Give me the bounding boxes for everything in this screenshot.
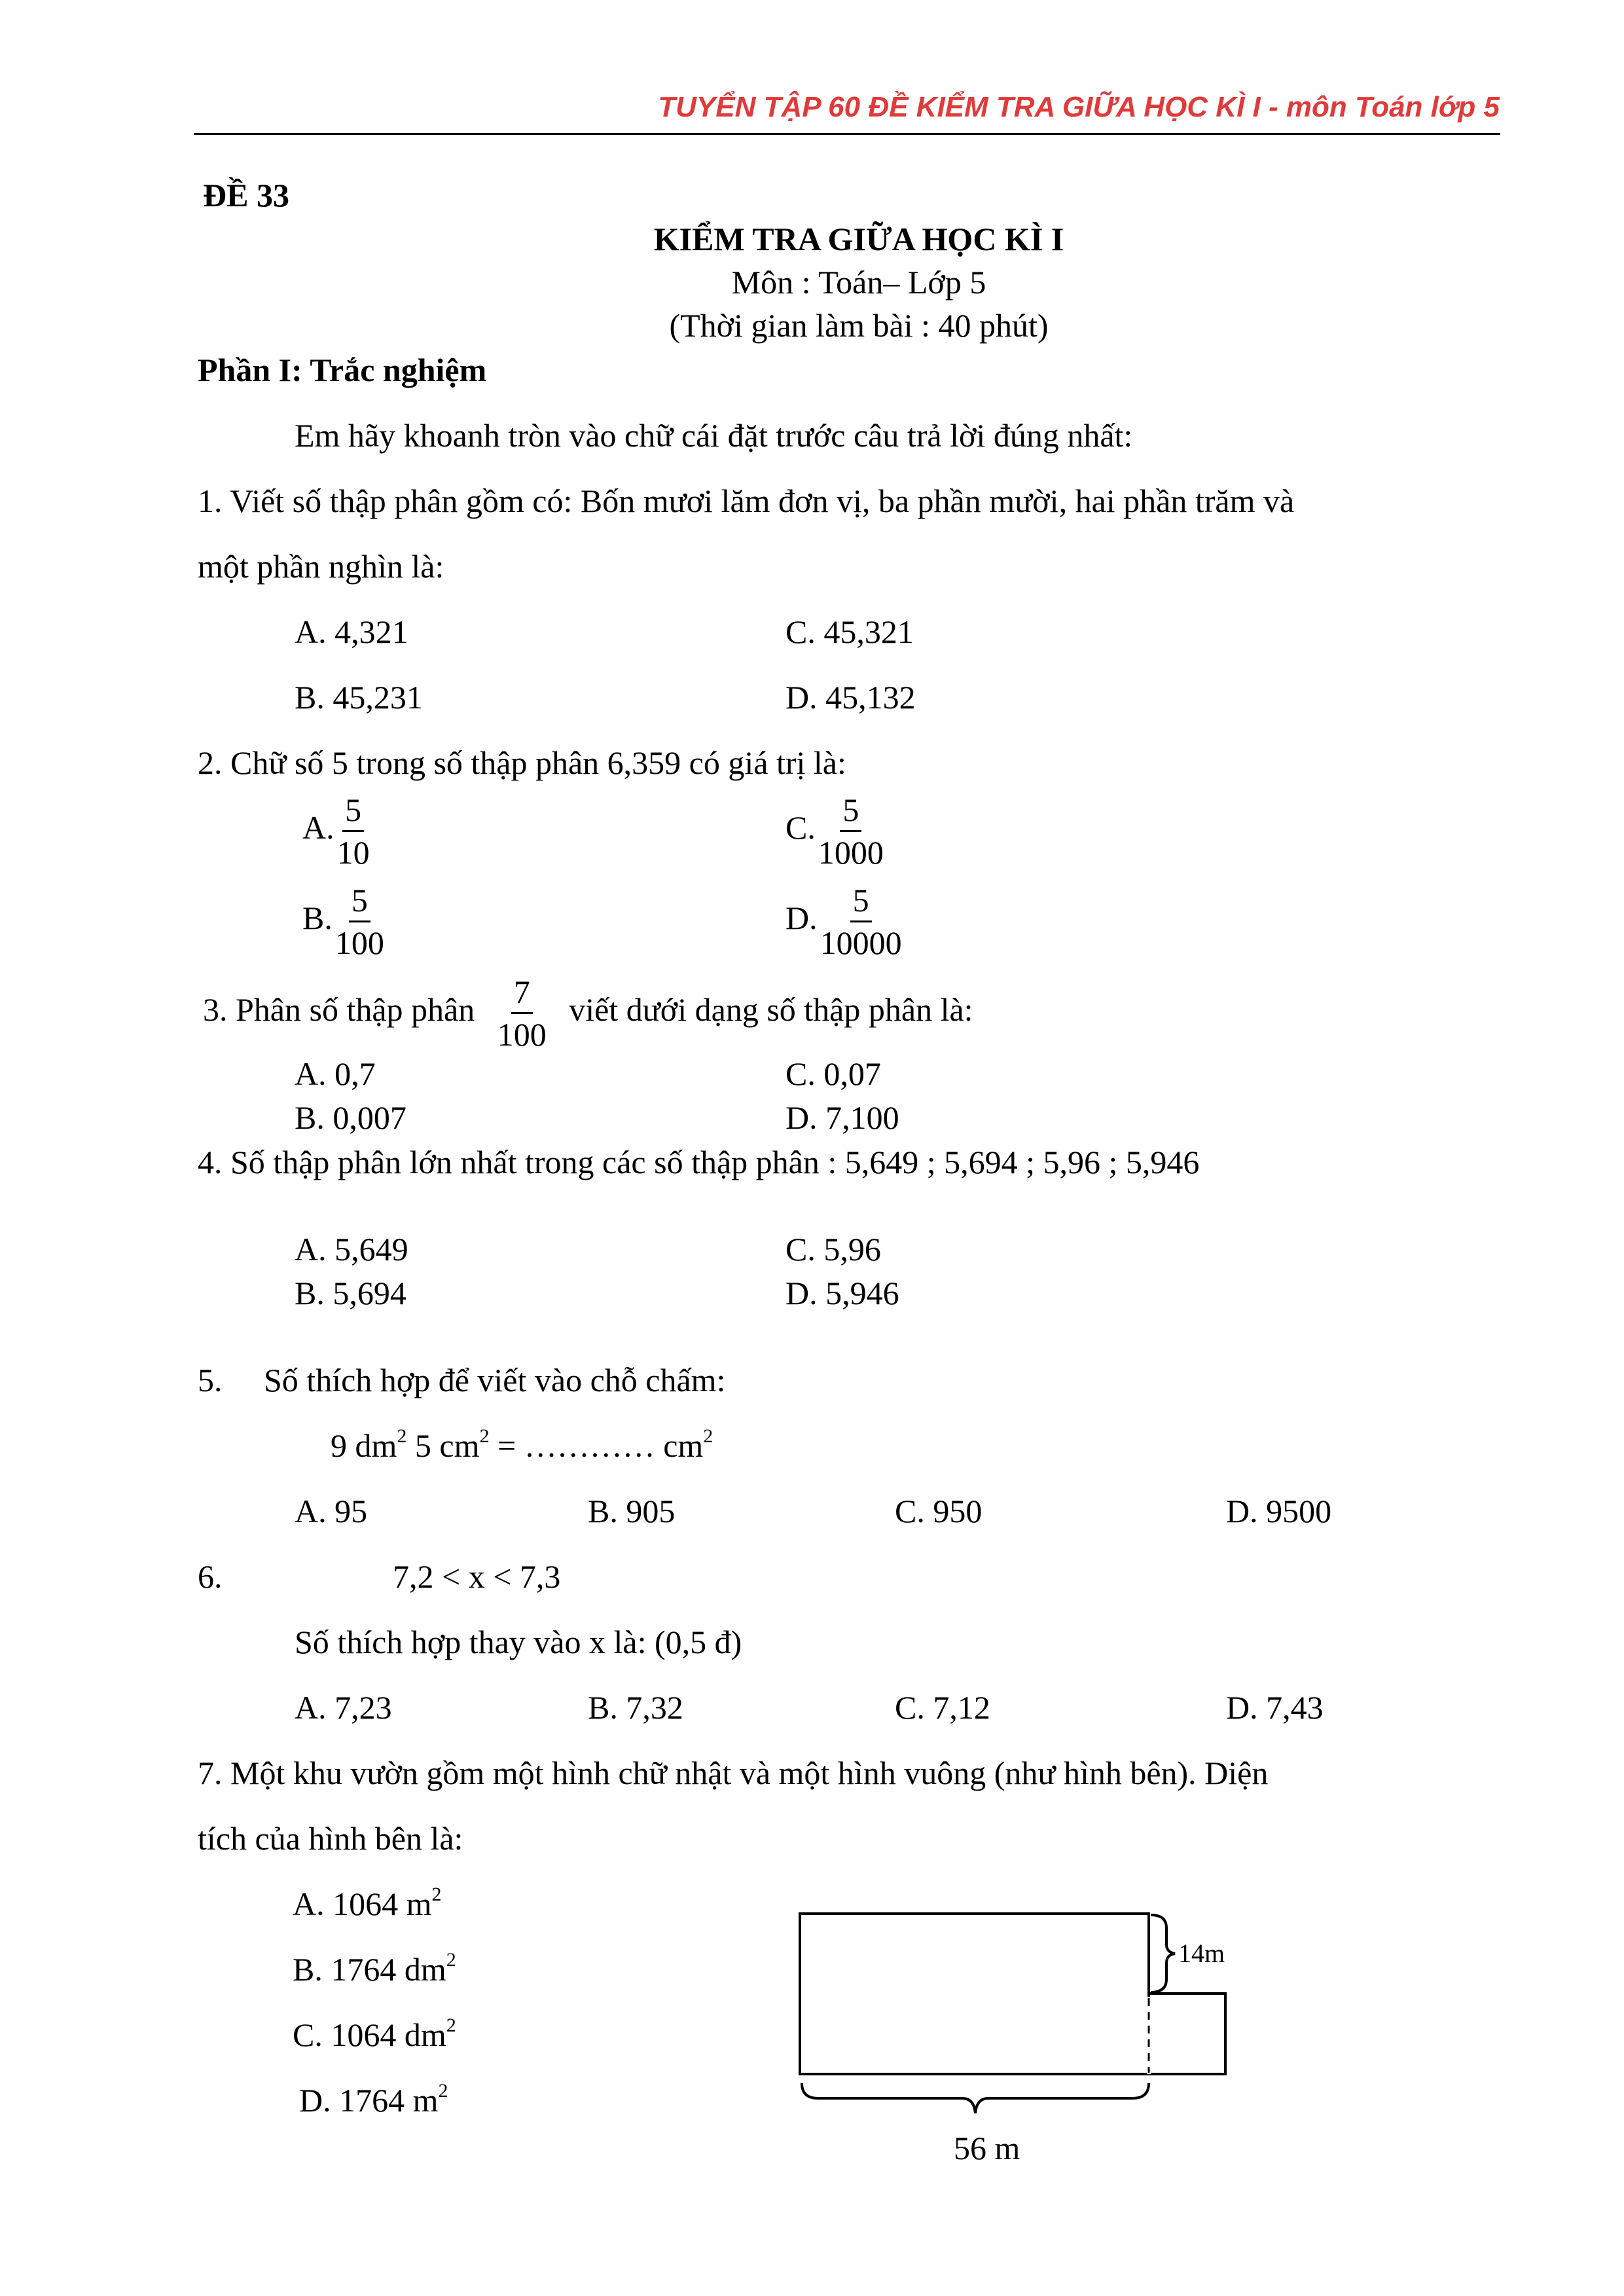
question-5-number: 5. bbox=[198, 1362, 223, 1398]
q7-option-b[interactable] bbox=[293, 1949, 456, 1988]
exponent: 2 bbox=[431, 1884, 442, 1905]
q6-option-b[interactable]: B. 7,32 bbox=[588, 1689, 683, 1726]
q1-option-b[interactable]: B. 45,231 bbox=[295, 679, 423, 716]
q5-eq-cm: 5 cm bbox=[406, 1427, 480, 1464]
exam-time: (Thời gian làm bài : 40 phút) bbox=[669, 307, 1049, 344]
exam-title: KIỂM TRA GIỮA HỌC KÌ I bbox=[653, 221, 1064, 257]
exam-subject: Môn : Toán– Lớp 5 bbox=[731, 264, 986, 301]
question-1-line-2: một phần nghìn là: bbox=[198, 548, 444, 585]
rectangle-shape bbox=[800, 1914, 1149, 2074]
q6-option-a[interactable]: A. 7,23 bbox=[295, 1689, 392, 1726]
q2-option-c-label: C. bbox=[785, 809, 816, 846]
q4-option-d[interactable]: D. 5,946 bbox=[785, 1275, 899, 1311]
instruction: Em hãy khoanh tròn vào chữ cái đặt trước câu trả lời đúng nhất: bbox=[295, 417, 1133, 454]
question-6-number: 6. bbox=[198, 1558, 223, 1595]
exponent: 2 bbox=[438, 2080, 448, 2102]
question-2-text: 2. Chữ số 5 trong số thập phân 6,359 có giá trị là: bbox=[198, 744, 846, 781]
square-shape bbox=[1149, 1994, 1225, 2074]
q5-option-d[interactable]: D. 9500 bbox=[1226, 1493, 1332, 1529]
garden-figure bbox=[779, 1899, 1276, 2180]
exam-number: ĐỀ 33 bbox=[203, 177, 289, 213]
part-title: Phần I: Trắc nghiệm bbox=[198, 352, 487, 388]
exponent: 2 bbox=[446, 1949, 456, 1971]
exponent: 2 bbox=[397, 1425, 407, 1447]
q2-option-c[interactable] bbox=[785, 793, 886, 869]
q7-option-b-text: B. 1764 dm bbox=[293, 1951, 446, 1988]
q2-option-d[interactable] bbox=[785, 884, 905, 959]
question-3-text bbox=[203, 975, 973, 1051]
bottom-brace bbox=[802, 2083, 1149, 2113]
question-1-line-1: 1. Viết số thập phân gồm có: Bốn mươi lăm đơn vị, ba phần mười, hai phần trăm và bbox=[198, 483, 1295, 519]
q2-option-a[interactable] bbox=[302, 793, 372, 869]
fraction-denominator: 10000 bbox=[820, 924, 902, 961]
q5-eq-dm: 9 dm bbox=[331, 1427, 397, 1464]
q4-option-c[interactable]: C. 5,96 bbox=[785, 1231, 881, 1267]
q5-option-a[interactable]: A. 95 bbox=[295, 1493, 368, 1529]
q7-option-a[interactable] bbox=[293, 1884, 442, 1922]
q7-option-a-text: A. 1064 m bbox=[293, 1886, 432, 1922]
q4-option-b[interactable]: B. 5,694 bbox=[295, 1275, 406, 1311]
fraction-denominator: 10 bbox=[336, 834, 370, 871]
q2-option-a-fraction bbox=[334, 793, 372, 869]
header-rule bbox=[194, 133, 1500, 135]
q7-option-d[interactable] bbox=[299, 2080, 448, 2119]
fraction-numerator: 5 bbox=[850, 884, 872, 922]
q2-option-a-label: A. bbox=[302, 809, 334, 846]
q3-option-c[interactable]: C. 0,07 bbox=[785, 1055, 881, 1092]
fraction-denominator: 1000 bbox=[818, 834, 884, 871]
q3-option-b[interactable]: B. 0,007 bbox=[295, 1099, 406, 1136]
q7-option-d-text: D. 1764 m bbox=[299, 2082, 439, 2119]
q5-option-b[interactable]: B. 905 bbox=[588, 1493, 676, 1529]
q2-option-b[interactable] bbox=[302, 884, 387, 959]
q7-option-c-text: C. 1064 dm bbox=[293, 2016, 446, 2053]
question-5-text: Số thích hợp để viết vào chỗ chấm: bbox=[264, 1362, 726, 1398]
fraction-denominator: 100 bbox=[334, 924, 384, 961]
exponent: 2 bbox=[446, 2014, 456, 2036]
q3-option-d[interactable]: D. 7,100 bbox=[785, 1099, 899, 1136]
question-4-text: 4. Số thập phân lớn nhất trong các số thập phân : 5,649 ; 5,694 ; 5,96 ; 5,946 bbox=[198, 1144, 1200, 1180]
q3-text-pre: 3. Phân số thập phân bbox=[203, 991, 475, 1028]
fraction-numerator: 5 bbox=[342, 793, 364, 832]
question-6-text: Số thích hợp thay vào x là: (0,5 đ) bbox=[295, 1624, 742, 1660]
q3-option-a[interactable]: A. 0,7 bbox=[295, 1055, 376, 1092]
document-header: TUYỂN TẬP 60 ĐỀ KIỂM TRA GIỮA HỌC KÌ I - môn Toán lớp 5 bbox=[658, 91, 1500, 123]
q4-option-a[interactable]: A. 5,649 bbox=[295, 1231, 408, 1267]
q6-option-d[interactable]: D. 7,43 bbox=[1226, 1689, 1324, 1726]
q6-option-c[interactable]: C. 7,12 bbox=[895, 1689, 990, 1726]
q1-option-c[interactable]: C. 45,321 bbox=[785, 613, 914, 650]
q2-option-c-fraction bbox=[816, 793, 886, 869]
q3-fraction bbox=[495, 975, 549, 1051]
q2-option-d-label: D. bbox=[785, 899, 818, 936]
exponent: 2 bbox=[703, 1425, 713, 1447]
fraction-numerator: 7 bbox=[511, 975, 533, 1014]
fraction-numerator: 5 bbox=[840, 793, 861, 832]
q5-eq-blank: = ………… cm bbox=[489, 1427, 704, 1464]
q1-option-a[interactable]: A. 4,321 bbox=[295, 613, 408, 650]
bottom-length-label: 56 m bbox=[954, 2130, 1020, 2166]
question-7-line-1: 7. Một khu vườn gồm một hình chữ nhật và một hình vuông (như hình bên). Diện bbox=[198, 1755, 1269, 1791]
question-7-line-2: tích của hình bên là: bbox=[198, 1820, 463, 1857]
q1-option-d[interactable]: D. 45,132 bbox=[785, 679, 916, 716]
fraction-denominator: 100 bbox=[497, 1016, 547, 1053]
q2-option-b-label: B. bbox=[302, 899, 333, 936]
question-6-inequality: 7,2 < x < 7,3 bbox=[393, 1558, 561, 1595]
q3-text-post: viết dưới dạng số thập phân là: bbox=[569, 991, 973, 1028]
q2-option-b-fraction bbox=[333, 884, 387, 959]
q7-option-c[interactable] bbox=[293, 2014, 456, 2053]
question-5-equation bbox=[331, 1425, 713, 1464]
q5-option-c[interactable]: C. 950 bbox=[895, 1493, 983, 1529]
fraction-numerator: 5 bbox=[349, 884, 370, 922]
side-brace bbox=[1151, 1915, 1175, 1992]
side-length-label: 14m bbox=[1178, 1939, 1225, 1968]
exponent: 2 bbox=[479, 1425, 490, 1447]
q2-option-d-fraction bbox=[818, 884, 905, 959]
